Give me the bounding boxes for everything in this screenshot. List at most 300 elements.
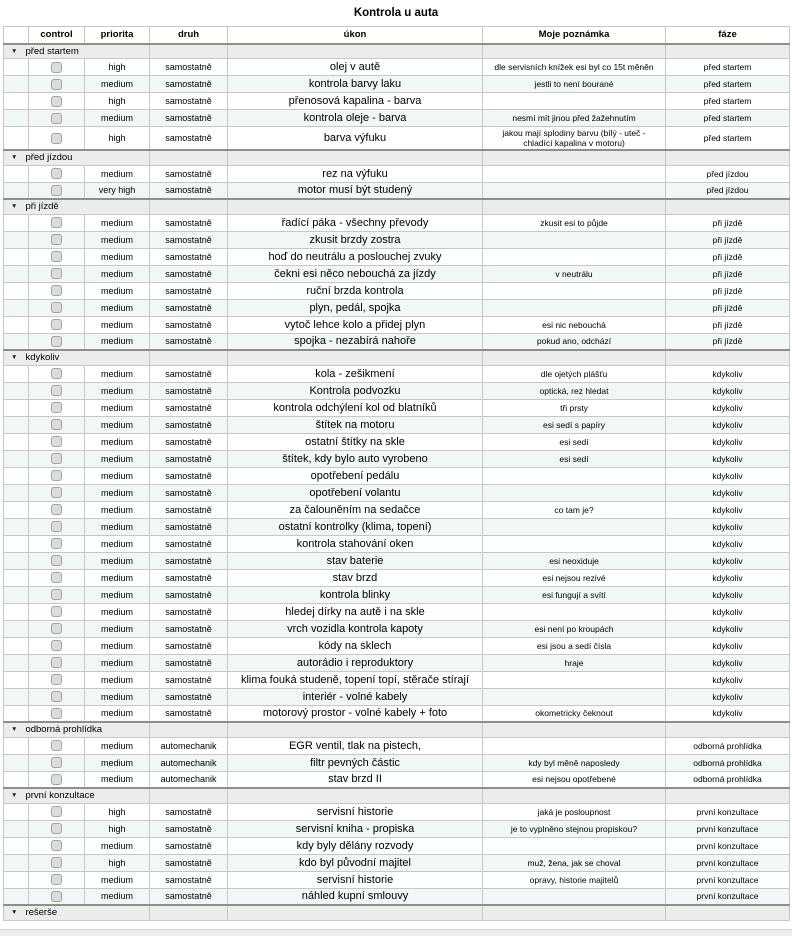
note-cell[interactable]: kdy byl měně naposledy	[483, 754, 666, 771]
task-cell[interactable]: autorádio i reproduktory	[228, 654, 483, 671]
checkbox[interactable]	[51, 217, 62, 228]
note-cell[interactable]	[483, 837, 666, 854]
type-cell[interactable]: automechanik	[150, 771, 228, 788]
type-cell[interactable]: samostatně	[150, 416, 228, 433]
checkbox[interactable]	[51, 487, 62, 498]
note-cell[interactable]	[483, 182, 666, 199]
priority-cell[interactable]: medium	[85, 688, 150, 705]
note-cell[interactable]: optická, rez hledat	[483, 382, 666, 399]
type-cell[interactable]: samostatně	[150, 552, 228, 569]
type-cell[interactable]: samostatně	[150, 299, 228, 316]
priority-cell[interactable]: medium	[85, 231, 150, 248]
type-cell[interactable]: samostatně	[150, 535, 228, 552]
priority-cell[interactable]: medium	[85, 282, 150, 299]
note-cell[interactable]: esi nejsou opotřebené	[483, 771, 666, 788]
checkbox[interactable]	[51, 708, 62, 719]
task-cell[interactable]: plyn, pedál, spojka	[228, 299, 483, 316]
phase-cell[interactable]: kdykoliv	[666, 620, 790, 637]
checkbox[interactable]	[51, 79, 62, 90]
phase-cell[interactable]: kdykoliv	[666, 484, 790, 501]
priority-cell[interactable]: medium	[85, 299, 150, 316]
type-cell[interactable]: samostatně	[150, 214, 228, 231]
phase-cell[interactable]: při jízdě	[666, 248, 790, 265]
row-margin-cell	[4, 399, 29, 416]
task-cell[interactable]: hledej dírky na autě i na skle	[228, 603, 483, 620]
priority-cell[interactable]: medium	[85, 552, 150, 569]
phase-cell[interactable]: kdykoliv	[666, 365, 790, 382]
checkbox[interactable]	[51, 113, 62, 124]
note-cell[interactable]: co tam je?	[483, 501, 666, 518]
priority-cell[interactable]: medium	[85, 333, 150, 350]
note-cell[interactable]	[483, 737, 666, 754]
type-cell[interactable]: samostatně	[150, 467, 228, 484]
priority-cell[interactable]: medium	[85, 110, 150, 127]
group-header-cell[interactable]	[4, 722, 150, 737]
phase-cell[interactable]: při jízdě	[666, 231, 790, 248]
priority-cell[interactable]: medium	[85, 771, 150, 788]
priority-cell[interactable]: medium	[85, 535, 150, 552]
note-cell[interactable]: zkusit esi to půjde	[483, 214, 666, 231]
task-cell[interactable]: vrch vozidla kontrola kapoty	[228, 620, 483, 637]
priority-cell[interactable]: high	[85, 93, 150, 110]
task-cell[interactable]: kódy na sklech	[228, 637, 483, 654]
task-cell[interactable]: barva výfuku	[228, 127, 483, 151]
priority-cell[interactable]: medium	[85, 754, 150, 771]
task-cell[interactable]: ostatní kontrolky (klima, topení)	[228, 518, 483, 535]
phase-cell[interactable]: první konzultace	[666, 820, 790, 837]
phase-cell[interactable]: kdykoliv	[666, 399, 790, 416]
collapse-triangle-icon[interactable]: ▼	[11, 354, 18, 362]
row-margin-cell	[4, 705, 29, 722]
type-cell[interactable]: samostatně	[150, 888, 228, 905]
phase-cell[interactable]: odborná prohlídka	[666, 754, 790, 771]
task-cell[interactable]: rez na výfuku	[228, 165, 483, 182]
type-cell[interactable]: samostatně	[150, 165, 228, 182]
phase-cell[interactable]: kdykoliv	[666, 433, 790, 450]
phase-cell[interactable]: kdykoliv	[666, 688, 790, 705]
task-cell[interactable]: kontrola stahování oken	[228, 535, 483, 552]
type-cell[interactable]: samostatně	[150, 518, 228, 535]
type-cell[interactable]: samostatně	[150, 820, 228, 837]
checkbox[interactable]	[51, 589, 62, 600]
note-cell[interactable]: muž, žena, jak se choval	[483, 854, 666, 871]
phase-cell[interactable]: při jízdě	[666, 214, 790, 231]
note-cell[interactable]	[483, 231, 666, 248]
checkbox[interactable]	[51, 96, 62, 107]
type-cell[interactable]: automechanik	[150, 737, 228, 754]
control-cell	[29, 365, 85, 382]
checkbox[interactable]	[51, 891, 62, 902]
note-cell[interactable]: jakou mají splodiny barvu (bílý - uteč - chladící kapalina v motoru)	[483, 127, 666, 151]
type-cell[interactable]: samostatně	[150, 484, 228, 501]
checkbox[interactable]	[51, 402, 62, 413]
task-cell[interactable]: štítek na motoru	[228, 416, 483, 433]
phase-cell[interactable]: kdykoliv	[666, 586, 790, 603]
type-cell[interactable]: samostatně	[150, 803, 228, 820]
type-cell[interactable]: samostatně	[150, 501, 228, 518]
group-header-cell[interactable]	[4, 350, 150, 365]
priority-cell[interactable]: medium	[85, 654, 150, 671]
collapse-triangle-icon[interactable]: ▼	[11, 792, 18, 800]
type-cell[interactable]: samostatně	[150, 433, 228, 450]
priority-cell[interactable]: medium	[85, 399, 150, 416]
task-cell[interactable]: ostatní štítky na skle	[228, 433, 483, 450]
checkbox[interactable]	[51, 185, 62, 196]
checkbox[interactable]	[51, 774, 62, 785]
priority-cell[interactable]: medium	[85, 837, 150, 854]
priority-cell[interactable]: medium	[85, 433, 150, 450]
checkbox[interactable]	[51, 251, 62, 262]
checkbox[interactable]	[51, 234, 62, 245]
note-cell[interactable]: dle servisních knížek esi byl co 15t měněn	[483, 59, 666, 76]
task-cell[interactable]: klima fouká studeně, topení topí, stěrače stírají	[228, 671, 483, 688]
priority-cell[interactable]: medium	[85, 467, 150, 484]
note-cell[interactable]: nesmí mít jinou před žažehnutím	[483, 110, 666, 127]
phase-cell[interactable]: kdykoliv	[666, 569, 790, 586]
phase-cell[interactable]: kdykoliv	[666, 450, 790, 467]
phase-cell[interactable]: při jízdě	[666, 316, 790, 333]
priority-cell[interactable]: medium	[85, 586, 150, 603]
type-cell[interactable]: samostatně	[150, 586, 228, 603]
priority-cell[interactable]: medium	[85, 484, 150, 501]
checkbox[interactable]	[51, 840, 62, 851]
note-cell[interactable]: tři prsty	[483, 399, 666, 416]
checkbox[interactable]	[51, 874, 62, 885]
note-cell[interactable]	[483, 248, 666, 265]
priority-cell[interactable]: medium	[85, 265, 150, 282]
type-cell[interactable]: samostatně	[150, 837, 228, 854]
task-cell[interactable]: spojka - nezabírá nahoře	[228, 333, 483, 350]
phase-cell[interactable]: při jízdě	[666, 333, 790, 350]
type-cell[interactable]: samostatně	[150, 871, 228, 888]
checkbox[interactable]	[51, 555, 62, 566]
priority-cell[interactable]: medium	[85, 671, 150, 688]
priority-cell[interactable]: medium	[85, 620, 150, 637]
note-cell[interactable]: pokud ano, odchází	[483, 333, 666, 350]
group-header-cell[interactable]	[4, 788, 150, 803]
note-cell[interactable]	[483, 299, 666, 316]
phase-cell[interactable]: kdykoliv	[666, 637, 790, 654]
note-cell[interactable]: esi jsou a sedí čísla	[483, 637, 666, 654]
priority-cell[interactable]: medium	[85, 637, 150, 654]
priority-cell[interactable]: high	[85, 803, 150, 820]
checkbox[interactable]	[51, 268, 62, 279]
phase-cell[interactable]: při jízdě	[666, 265, 790, 282]
note-cell[interactable]: esi sedí s papíry	[483, 416, 666, 433]
group-row	[4, 905, 790, 920]
note-cell[interactable]	[483, 671, 666, 688]
task-cell[interactable]: motorový prostor - volné kabely + foto	[228, 705, 483, 722]
task-cell[interactable]: kdy byly dělány rozvody	[228, 837, 483, 854]
task-cell[interactable]: ruční brzda kontrola	[228, 282, 483, 299]
task-cell[interactable]: stav brzd	[228, 569, 483, 586]
note-cell[interactable]	[483, 603, 666, 620]
task-cell[interactable]: servisní kniha - propiska	[228, 820, 483, 837]
control-cell	[29, 705, 85, 722]
task-cell[interactable]: za čalouněním na sedačce	[228, 501, 483, 518]
note-cell[interactable]	[483, 165, 666, 182]
checkbox[interactable]	[51, 133, 62, 144]
priority-cell[interactable]: medium	[85, 569, 150, 586]
type-cell[interactable]: samostatně	[150, 59, 228, 76]
phase-cell[interactable]: první konzultace	[666, 888, 790, 905]
task-cell[interactable]: zkusit brzdy zostra	[228, 231, 483, 248]
group-header-cell[interactable]	[4, 150, 150, 165]
task-cell[interactable]: servisní historie	[228, 803, 483, 820]
task-cell[interactable]: štítek, kdy bylo auto vyrobeno	[228, 450, 483, 467]
type-cell[interactable]: samostatně	[150, 603, 228, 620]
checkbox[interactable]	[51, 504, 62, 515]
type-cell[interactable]: samostatně	[150, 688, 228, 705]
row-margin-cell	[4, 365, 29, 382]
phase-cell[interactable]: při jízdě	[666, 282, 790, 299]
note-cell[interactable]: v neutrálu	[483, 265, 666, 282]
page-title: Kontrola u auta	[353, 7, 439, 19]
phase-cell[interactable]: kdykoliv	[666, 416, 790, 433]
phase-cell[interactable]: kdykoliv	[666, 705, 790, 722]
task-cell[interactable]: opotřebení volantu	[228, 484, 483, 501]
checkbox[interactable]	[51, 623, 62, 634]
type-cell[interactable]: samostatně	[150, 654, 228, 671]
checkbox[interactable]	[51, 857, 62, 868]
task-cell[interactable]: hoď do neutrálu a poslouchej zvuky	[228, 248, 483, 265]
note-cell[interactable]	[483, 688, 666, 705]
phase-cell[interactable]: při jízdě	[666, 299, 790, 316]
task-cell[interactable]: opotřebení pedálu	[228, 467, 483, 484]
phase-cell[interactable]: kdykoliv	[666, 654, 790, 671]
priority-cell[interactable]: high	[85, 820, 150, 837]
phase-cell[interactable]: před startem	[666, 76, 790, 93]
phase-cell[interactable]: před startem	[666, 59, 790, 76]
group-header-cell[interactable]	[4, 44, 150, 59]
group-header-cell[interactable]	[4, 199, 150, 214]
collapse-triangle-icon[interactable]: ▼	[11, 203, 18, 211]
task-cell[interactable]: motor musí být studený	[228, 182, 483, 199]
type-cell[interactable]: samostatně	[150, 620, 228, 637]
task-cell[interactable]: náhled kupní smlouvy	[228, 888, 483, 905]
priority-cell[interactable]: medium	[85, 416, 150, 433]
priority-cell[interactable]: medium	[85, 705, 150, 722]
note-cell[interactable]: esi nejsou rezivé	[483, 569, 666, 586]
checkbox[interactable]	[51, 419, 62, 430]
phase-cell[interactable]: kdykoliv	[666, 552, 790, 569]
task-row	[4, 127, 790, 151]
priority-cell[interactable]: very high	[85, 182, 150, 199]
task-cell[interactable]: kola - zešikmení	[228, 365, 483, 382]
priority-cell[interactable]: medium	[85, 888, 150, 905]
phase-cell[interactable]: první konzultace	[666, 854, 790, 871]
phase-cell[interactable]: kdykoliv	[666, 603, 790, 620]
checkbox[interactable]	[51, 640, 62, 651]
task-cell[interactable]: čekni esi něco nebouchá za jízdy	[228, 265, 483, 282]
note-cell[interactable]	[483, 484, 666, 501]
task-cell[interactable]: filtr pevných částic	[228, 754, 483, 771]
group-header-cell[interactable]	[4, 905, 150, 920]
checkbox[interactable]	[51, 521, 62, 532]
note-cell[interactable]: esi neoxiduje	[483, 552, 666, 569]
type-cell[interactable]: samostatně	[150, 76, 228, 93]
type-cell[interactable]: automechanik	[150, 754, 228, 771]
checkbox[interactable]	[51, 606, 62, 617]
note-cell[interactable]	[483, 467, 666, 484]
type-cell[interactable]: samostatně	[150, 127, 228, 151]
task-cell[interactable]: kontrola oleje - barva	[228, 110, 483, 127]
phase-cell[interactable]: kdykoliv	[666, 535, 790, 552]
priority-cell[interactable]: medium	[85, 365, 150, 382]
priority-cell[interactable]: medium	[85, 518, 150, 535]
priority-cell[interactable]: high	[85, 127, 150, 151]
type-cell[interactable]: samostatně	[150, 450, 228, 467]
note-cell[interactable]: esi sedí	[483, 450, 666, 467]
type-cell[interactable]: samostatně	[150, 671, 228, 688]
checkbox[interactable]	[51, 285, 62, 296]
type-cell[interactable]: samostatně	[150, 248, 228, 265]
note-cell[interactable]: jestli to není bourané	[483, 76, 666, 93]
phase-cell[interactable]: před startem	[666, 110, 790, 127]
checkbox[interactable]	[51, 336, 62, 347]
note-cell[interactable]: dle ojetých plášťu	[483, 365, 666, 382]
type-cell[interactable]: samostatně	[150, 382, 228, 399]
checkbox[interactable]	[51, 436, 62, 447]
row-margin-cell	[4, 754, 29, 771]
note-cell[interactable]: esi nic nebouchá	[483, 316, 666, 333]
collapse-triangle-icon[interactable]: ▼	[11, 909, 18, 917]
type-cell[interactable]: samostatně	[150, 637, 228, 654]
collapse-triangle-icon[interactable]: ▼	[11, 726, 18, 734]
checkbox[interactable]	[51, 740, 62, 751]
type-cell[interactable]: samostatně	[150, 231, 228, 248]
checkbox[interactable]	[51, 453, 62, 464]
phase-cell[interactable]: odborná prohlídka	[666, 771, 790, 788]
task-cell[interactable]: stav brzd II	[228, 771, 483, 788]
task-row	[4, 248, 790, 265]
collapse-triangle-icon[interactable]: ▼	[11, 47, 18, 55]
task-cell[interactable]: přenosová kapalina - barva	[228, 93, 483, 110]
priority-cell[interactable]: medium	[85, 871, 150, 888]
priority-cell[interactable]: medium	[85, 603, 150, 620]
task-cell[interactable]: Kontrola podvozku	[228, 382, 483, 399]
task-row	[4, 265, 790, 282]
phase-cell[interactable]: před jízdou	[666, 182, 790, 199]
phase-cell[interactable]: před jízdou	[666, 165, 790, 182]
task-cell[interactable]: kontrola barvy laku	[228, 76, 483, 93]
type-cell[interactable]: samostatně	[150, 182, 228, 199]
type-cell[interactable]: samostatně	[150, 93, 228, 110]
priority-cell[interactable]: medium	[85, 248, 150, 265]
type-cell[interactable]: samostatně	[150, 316, 228, 333]
phase-cell[interactable]: kdykoliv	[666, 671, 790, 688]
collapse-triangle-icon[interactable]: ▼	[11, 154, 18, 162]
note-cell[interactable]	[483, 535, 666, 552]
type-cell[interactable]: samostatně	[150, 399, 228, 416]
priority-cell[interactable]: medium	[85, 382, 150, 399]
task-cell[interactable]: kdo byl původní majitel	[228, 854, 483, 871]
task-cell[interactable]: olej v autě	[228, 59, 483, 76]
checkbox[interactable]	[51, 319, 62, 330]
checkbox[interactable]	[51, 823, 62, 834]
priority-cell[interactable]: high	[85, 59, 150, 76]
priority-cell[interactable]: medium	[85, 214, 150, 231]
checkbox[interactable]	[51, 757, 62, 768]
checkbox[interactable]	[51, 168, 62, 179]
task-cell[interactable]: vytoč lehce kolo a přidej plyn	[228, 316, 483, 333]
note-cell[interactable]: opravy, historie majitelů	[483, 871, 666, 888]
phase-cell[interactable]: před startem	[666, 93, 790, 110]
type-cell[interactable]: samostatně	[150, 265, 228, 282]
checkbox[interactable]	[51, 470, 62, 481]
priority-cell[interactable]: medium	[85, 450, 150, 467]
checkbox[interactable]	[51, 674, 62, 685]
type-cell[interactable]: samostatně	[150, 282, 228, 299]
task-cell[interactable]: interiér - volné kabely	[228, 688, 483, 705]
type-cell[interactable]: samostatně	[150, 569, 228, 586]
control-cell	[29, 182, 85, 199]
type-cell[interactable]: samostatně	[150, 365, 228, 382]
priority-cell[interactable]: medium	[85, 165, 150, 182]
inspection-table	[3, 26, 790, 921]
note-cell[interactable]: je to vyplněno stejnou propiskou?	[483, 820, 666, 837]
type-cell[interactable]: samostatně	[150, 110, 228, 127]
checkbox[interactable]	[51, 691, 62, 702]
note-cell[interactable]	[483, 888, 666, 905]
checkbox[interactable]	[51, 538, 62, 549]
note-cell[interactable]: jaká je posloupnost	[483, 803, 666, 820]
group-empty-cell	[228, 788, 483, 803]
phase-cell[interactable]: kdykoliv	[666, 518, 790, 535]
task-cell[interactable]: servisní historie	[228, 871, 483, 888]
phase-cell[interactable]: první konzultace	[666, 871, 790, 888]
priority-cell[interactable]: medium	[85, 737, 150, 754]
phase-cell[interactable]: první konzultace	[666, 803, 790, 820]
priority-cell[interactable]: medium	[85, 501, 150, 518]
note-cell[interactable]: esi není po kroupách	[483, 620, 666, 637]
control-cell	[29, 637, 85, 654]
checkbox[interactable]	[51, 368, 62, 379]
checkbox[interactable]	[51, 62, 62, 73]
type-cell[interactable]: samostatně	[150, 333, 228, 350]
priority-cell[interactable]: high	[85, 854, 150, 871]
phase-cell[interactable]: před startem	[666, 127, 790, 151]
phase-cell[interactable]: kdykoliv	[666, 501, 790, 518]
task-cell[interactable]: kontrola odchýlení kol od blatníků	[228, 399, 483, 416]
note-cell[interactable]: okometricky čeknout	[483, 705, 666, 722]
phase-cell[interactable]: odborná prohlídka	[666, 737, 790, 754]
note-cell[interactable]	[483, 518, 666, 535]
phase-cell[interactable]: první konzultace	[666, 837, 790, 854]
task-row	[4, 854, 790, 871]
note-cell[interactable]	[483, 93, 666, 110]
task-cell[interactable]: EGR ventil, tlak na pistech,	[228, 737, 483, 754]
task-cell[interactable]: kontrola blinky	[228, 586, 483, 603]
checkbox[interactable]	[51, 657, 62, 668]
type-cell[interactable]: samostatně	[150, 705, 228, 722]
priority-cell[interactable]: medium	[85, 316, 150, 333]
type-cell[interactable]: samostatně	[150, 854, 228, 871]
priority-cell[interactable]: medium	[85, 76, 150, 93]
task-cell[interactable]: stav baterie	[228, 552, 483, 569]
note-cell[interactable]: hraje	[483, 654, 666, 671]
checkbox[interactable]	[51, 385, 62, 396]
phase-cell[interactable]: kdykoliv	[666, 382, 790, 399]
checkbox[interactable]	[51, 302, 62, 313]
note-cell[interactable]	[483, 282, 666, 299]
task-cell[interactable]: řadící páka - všechny převody	[228, 214, 483, 231]
note-cell[interactable]: esi sedí	[483, 433, 666, 450]
note-cell[interactable]: esi fungují a svítí	[483, 586, 666, 603]
phase-cell[interactable]: kdykoliv	[666, 467, 790, 484]
checkbox[interactable]	[51, 806, 62, 817]
checkbox[interactable]	[51, 572, 62, 583]
